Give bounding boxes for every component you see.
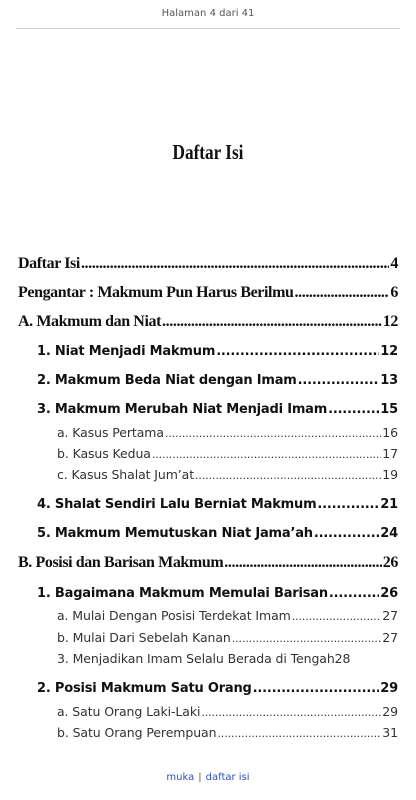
page-indicator: Halaman 4 dari 41	[161, 8, 255, 19]
toc-entry-section-b[interactable]	[18, 554, 398, 572]
toc-entry-label: c. Kasus Shalat Jum’at	[57, 467, 195, 482]
toc-entry-a3b[interactable]	[57, 446, 398, 461]
toc-entry-label: 4. Shalat Sendiri Lalu Berniat Makmum	[37, 497, 317, 512]
page-header	[16, 0, 400, 29]
toc-entry-a3a[interactable]	[57, 425, 398, 440]
toc-entry-label: Daftar Isi	[18, 255, 80, 272]
toc-entry-b2a[interactable]	[57, 704, 398, 719]
toc-entry-label: Pengantar : Makmum Pun Harus Berilmu	[18, 284, 294, 301]
toc-entry-page: 13	[380, 373, 398, 388]
toc-entry-label: 3. Makmum Merubah Niat Menjadi Imam	[37, 402, 328, 417]
toc-entry-label: 1. Bagaimana Makmum Memulai Barisan	[37, 586, 328, 601]
toc-entry-label: b. Kasus Kedua	[57, 446, 151, 461]
toc-entry-page: 27	[382, 608, 398, 623]
toc-entry-label: b. Satu Orang Perempuan	[57, 725, 217, 740]
toc-entry-label: 5. Makmum Memutuskan Niat Jama’ah	[37, 526, 313, 541]
toc-entry-pengantar[interactable]	[18, 284, 398, 302]
toc-entry-page: 15	[380, 402, 398, 417]
toc-entry-a3c[interactable]	[57, 467, 398, 482]
toc-leader-dots	[314, 526, 379, 541]
toc-entry-b2b[interactable]	[57, 725, 398, 740]
toc-entry-section-a[interactable]	[18, 313, 398, 331]
home-link[interactable]: muka	[166, 772, 195, 783]
toc-entry-page: 26	[382, 554, 398, 571]
toc-leader-dots	[195, 469, 381, 482]
toc-entry-label: B. Posisi dan Barisan Makmum	[18, 554, 224, 571]
toc-entry-page: 16	[382, 425, 398, 440]
toc-leader-dots	[298, 373, 380, 388]
toc-entry-label: 3. Menjadikan Imam Selalu Berada di Tengah	[57, 651, 335, 666]
toc-entry-a2[interactable]	[37, 373, 398, 388]
toc-entry-page: 6	[390, 284, 398, 301]
toc-entry-b1a[interactable]	[57, 608, 398, 623]
toc-leader-dots	[295, 284, 390, 302]
toc-entry-label: 1. Niat Menjadi Makmum	[37, 344, 216, 359]
toc-entry-page: 26	[380, 586, 398, 601]
toc-leader-dots	[232, 632, 382, 645]
toc-leader-dots	[216, 344, 379, 359]
toc-entry-a5[interactable]	[37, 526, 398, 541]
toc-entry-b1b[interactable]	[57, 630, 398, 645]
toc-leader-dots	[253, 681, 380, 696]
toc-entry-label: a. Satu Orang Laki-Laki	[57, 704, 201, 719]
toc-entry-a4[interactable]	[37, 497, 398, 512]
toc-entry-page: 28	[334, 651, 351, 666]
toc-leader-dots	[152, 448, 381, 461]
footer-separator: |	[198, 772, 202, 783]
toc-entry-label: a. Kasus Pertama	[57, 425, 164, 440]
toc-entry-label: 2. Makmum Beda Niat dengan Imam	[37, 373, 297, 388]
toc-entry-b1[interactable]	[37, 586, 398, 601]
toc-entry-page: 27	[382, 630, 398, 645]
toc-entry-b2[interactable]	[37, 681, 398, 696]
toc-entry-page: 31	[382, 725, 398, 740]
toc-leader-dots	[217, 727, 381, 740]
document-title: Daftar Isi	[172, 140, 244, 164]
toc-leader-dots	[292, 610, 382, 623]
toc-leader-dots	[201, 706, 381, 719]
toc-entry-page: 24	[380, 526, 398, 541]
page-footer	[0, 772, 416, 783]
toc-entry-page: 29	[380, 681, 398, 696]
toc-entry-page: 19	[382, 467, 398, 482]
toc-entry-page: 12	[382, 313, 398, 330]
toc-entry-a1[interactable]	[37, 344, 398, 359]
toc-leader-dots	[165, 427, 381, 440]
toc-entry-a3[interactable]	[37, 402, 398, 417]
toc-entry-daftar-isi[interactable]	[18, 255, 398, 273]
toc-leader-dots	[317, 497, 379, 512]
toc-entry-label: a. Mulai Dengan Posisi Terdekat Imam	[57, 608, 291, 623]
toc-entry-page: 4	[390, 255, 398, 272]
toc-entry-label: A. Makmum dan Niat	[18, 313, 162, 330]
toc-entry-page: 29	[382, 704, 398, 719]
toc-leader-dots	[329, 586, 379, 601]
toc-leader-dots	[224, 554, 382, 572]
toc-leader-dots	[81, 255, 389, 273]
toc-link[interactable]: daftar isi	[205, 772, 250, 783]
toc-entry-page: 12	[380, 344, 398, 359]
toc-entry-b1-3[interactable]	[57, 651, 398, 666]
toc-entry-page: 17	[382, 446, 398, 461]
toc-entry-label: b. Mulai Dari Sebelah Kanan	[57, 630, 231, 645]
toc-leader-dots	[328, 402, 379, 417]
toc-entry-page: 21	[380, 497, 398, 512]
toc-entry-label: 2. Posisi Makmum Satu Orang	[37, 681, 252, 696]
toc-leader-dots	[162, 313, 382, 331]
